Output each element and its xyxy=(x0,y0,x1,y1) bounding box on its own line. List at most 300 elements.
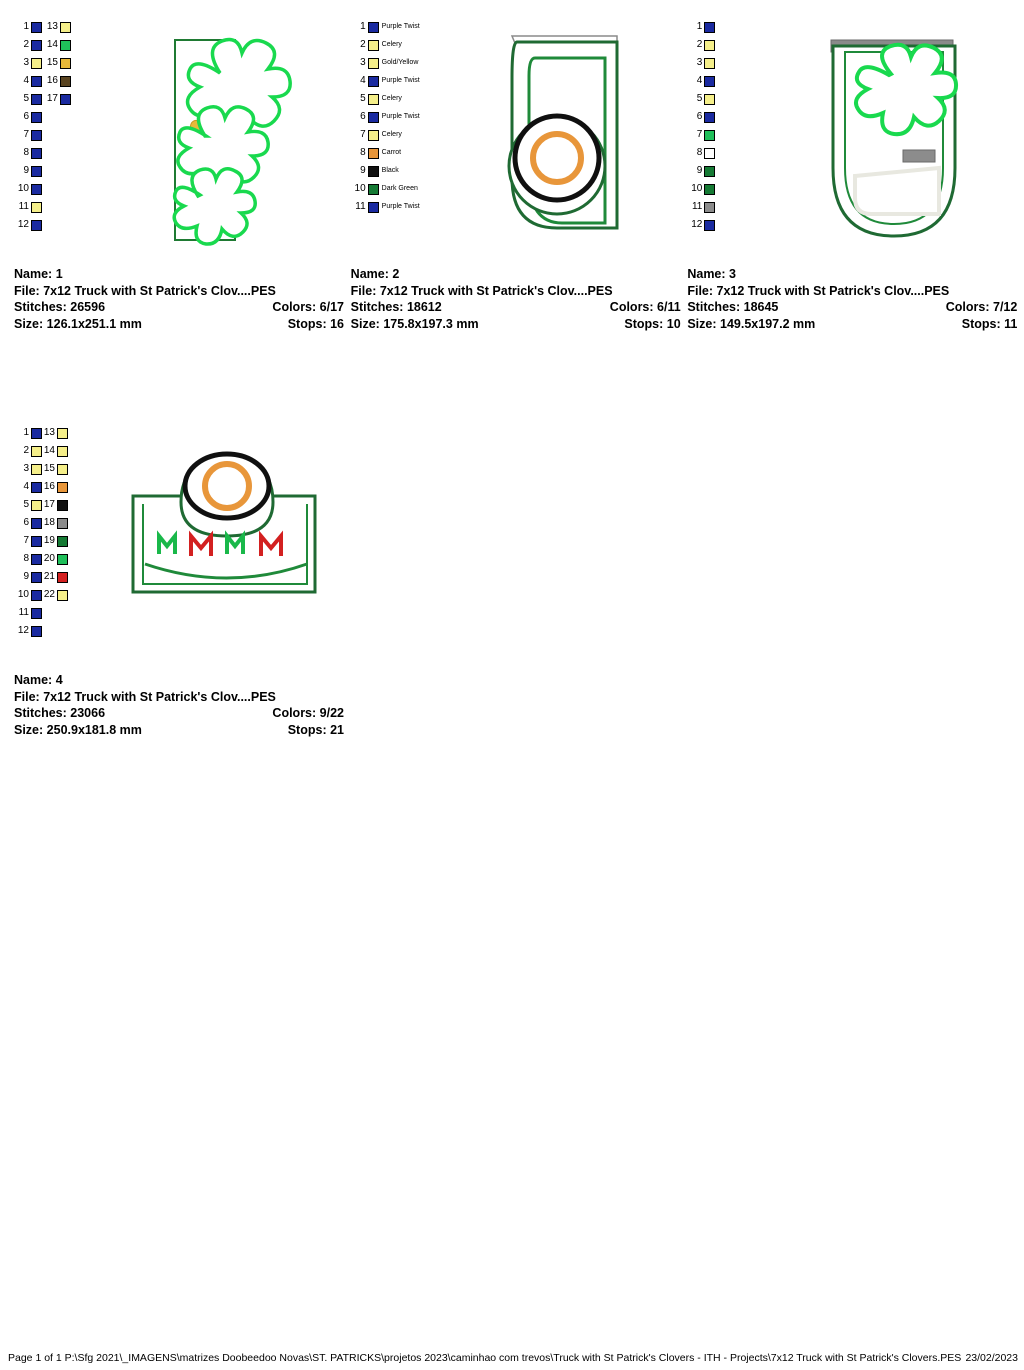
color-chip-number: 3 xyxy=(360,57,366,68)
color-chip-number: 21 xyxy=(43,571,55,582)
color-chip-swatch xyxy=(57,482,68,493)
color-chip-number: 3 xyxy=(23,57,29,68)
design-info-4 xyxy=(10,672,344,738)
design-info-2 xyxy=(347,266,681,332)
file-label: File: xyxy=(687,283,714,298)
color-chip-row xyxy=(45,54,71,72)
color-chip-number: 9 xyxy=(360,165,366,176)
color-chip-row xyxy=(16,126,45,144)
color-chip-row xyxy=(353,90,420,108)
color-chip-swatch xyxy=(368,40,379,51)
color-chip-number: 9 xyxy=(696,165,703,176)
design-name-line xyxy=(14,266,344,283)
embroidery-artwork-4 xyxy=(115,424,345,624)
color-chip-number: 10 xyxy=(17,183,29,194)
color-chip-swatch xyxy=(60,76,71,87)
color-chip-row xyxy=(42,568,68,586)
stops-label: Stops: xyxy=(287,722,327,737)
color-chip-number: 13 xyxy=(43,427,55,438)
color-chip-row xyxy=(16,144,45,162)
color-chip-number: 13 xyxy=(46,21,58,32)
design-file-value: 7x12 Truck with St Patrick's Clov....PES xyxy=(43,283,276,298)
color-chip-number: 17 xyxy=(46,93,58,104)
color-chip-number: 4 xyxy=(360,75,366,86)
stitches-group xyxy=(687,299,778,316)
footer-page-number: Page 1 of 1 xyxy=(8,1352,62,1364)
stops-label: Stops: xyxy=(624,316,664,331)
color-chip-row xyxy=(42,514,68,532)
design-preview-4 xyxy=(10,424,347,672)
color-chip-row xyxy=(16,162,45,180)
color-chip-swatch xyxy=(60,94,71,105)
design-size-stops-line xyxy=(14,316,344,333)
stops-value: 10 xyxy=(666,316,681,331)
color-chip-swatch xyxy=(57,572,68,583)
colors-group xyxy=(272,705,344,722)
stitches-value: 26596 xyxy=(70,300,106,314)
color-chip-number: 11 xyxy=(18,607,29,618)
color-chip-swatch xyxy=(31,220,42,231)
color-chip-swatch xyxy=(31,58,42,69)
color-chip-number: 6 xyxy=(696,111,703,122)
color-chip-list-2 xyxy=(353,18,420,216)
color-chip-label: Purple Twist xyxy=(381,77,420,84)
color-chip-swatch xyxy=(704,166,715,177)
color-chip-row xyxy=(689,108,715,126)
stops-group xyxy=(624,316,680,333)
color-chip-swatch xyxy=(60,40,71,51)
color-chip-label: Purple Twist xyxy=(381,113,420,120)
design-size-stops-line xyxy=(14,722,344,739)
color-chip-row xyxy=(689,126,715,144)
color-chip-row xyxy=(353,108,420,126)
color-chip-number: 1 xyxy=(23,427,29,438)
color-chip-number: 3 xyxy=(23,463,29,474)
color-chip-number: 15 xyxy=(43,463,55,474)
color-chip-row xyxy=(689,198,715,216)
color-chip-swatch xyxy=(31,94,42,105)
color-chip-swatch xyxy=(704,40,715,51)
stops-value: 11 xyxy=(1004,316,1018,331)
design-file-line xyxy=(351,283,681,300)
color-chip-column-left xyxy=(689,18,715,234)
color-chip-swatch xyxy=(31,40,42,51)
color-chip-number: 17 xyxy=(43,499,55,510)
color-chip-swatch xyxy=(57,518,68,529)
design-card-2 xyxy=(347,18,684,332)
color-chip-swatch xyxy=(31,446,42,457)
color-chip-number: 6 xyxy=(360,111,366,122)
color-chip-row xyxy=(45,72,71,90)
color-chip-swatch xyxy=(368,148,379,159)
file-label: File: xyxy=(14,689,40,704)
color-chip-number: 5 xyxy=(360,93,366,104)
color-chip-swatch xyxy=(31,572,42,583)
color-chip-row xyxy=(42,532,68,550)
color-chip-label: Purple Twist xyxy=(381,23,420,30)
color-chip-column-left xyxy=(353,18,420,216)
color-chip-swatch xyxy=(31,482,42,493)
color-chip-swatch xyxy=(31,112,42,123)
color-chip-list-1 xyxy=(16,18,71,234)
color-chip-row xyxy=(353,72,420,90)
color-chip-number: 22 xyxy=(43,589,55,600)
color-chip-swatch xyxy=(31,500,42,511)
design-info-3 xyxy=(683,266,1017,332)
size-group xyxy=(687,316,815,333)
color-chip-number: 9 xyxy=(23,165,29,176)
file-label: File: xyxy=(14,283,40,298)
design-name-value: 2 xyxy=(392,267,400,281)
colors-group xyxy=(946,299,1018,316)
color-chip-row xyxy=(16,460,42,478)
design-file-line xyxy=(14,689,344,706)
color-chip-swatch xyxy=(368,130,379,141)
color-chip-number: 11 xyxy=(18,201,29,212)
color-chip-swatch xyxy=(31,464,42,475)
color-chip-row xyxy=(16,36,45,54)
colors-group xyxy=(272,299,344,316)
color-chip-row xyxy=(689,216,715,234)
color-chip-swatch xyxy=(57,536,68,547)
stops-group xyxy=(288,722,344,739)
color-chip-number: 7 xyxy=(360,129,366,140)
color-chip-column-left xyxy=(16,424,42,640)
color-chip-swatch xyxy=(704,22,715,33)
color-chip-label: Celery xyxy=(381,131,402,138)
color-chip-number: 7 xyxy=(23,129,29,140)
design-stitches-colors-line xyxy=(14,299,344,316)
color-chip-column-right xyxy=(45,18,71,234)
color-chip-row xyxy=(353,180,420,198)
color-chip-swatch xyxy=(60,22,71,33)
color-chip-swatch xyxy=(31,148,42,159)
color-chip-number: 19 xyxy=(43,535,55,546)
color-chip-row xyxy=(42,460,68,478)
color-chip-label: Dark Green xyxy=(381,185,418,192)
color-chip-swatch xyxy=(368,94,379,105)
color-chip-number: 2 xyxy=(360,39,366,50)
size-group xyxy=(351,316,479,333)
stitches-label: Stitches: xyxy=(14,300,67,314)
color-chip-number: 4 xyxy=(23,481,29,492)
color-chip-row xyxy=(16,54,45,72)
color-chip-number: 5 xyxy=(23,93,29,104)
design-stitches-colors-line xyxy=(14,705,344,722)
color-chip-number: 16 xyxy=(43,481,55,492)
color-chip-swatch xyxy=(704,184,715,195)
color-chip-row xyxy=(353,198,420,216)
name-label: Name: xyxy=(14,267,53,281)
color-chip-label: Celery xyxy=(381,95,402,102)
color-chip-row xyxy=(16,550,42,568)
color-chip-row xyxy=(353,18,420,36)
stitches-group xyxy=(351,299,442,316)
design-stitches-colors-line xyxy=(687,299,1017,316)
file-label: File: xyxy=(350,283,377,298)
design-preview-1 xyxy=(10,18,347,266)
color-chip-row xyxy=(42,478,68,496)
color-chip-row xyxy=(16,586,42,604)
color-chip-swatch xyxy=(704,202,715,213)
color-chip-row xyxy=(16,568,42,586)
colors-label: Colors: xyxy=(272,300,317,314)
color-chip-row xyxy=(16,72,45,90)
design-file-value: 7x12 Truck with St Patrick's Clov....PES xyxy=(43,689,276,704)
embroidery-artwork-1 xyxy=(150,18,340,258)
color-chip-row xyxy=(16,90,45,108)
stops-group xyxy=(962,316,1018,333)
color-chip-row xyxy=(16,18,45,36)
color-chip-number: 6 xyxy=(23,111,29,122)
colors-value: 6/11 xyxy=(657,300,681,314)
color-chip-number: 7 xyxy=(696,129,703,140)
color-chip-swatch xyxy=(57,554,68,565)
stitches-value: 18612 xyxy=(406,300,442,314)
color-chip-swatch xyxy=(31,202,42,213)
design-name-value: 4 xyxy=(55,673,63,687)
color-chip-row xyxy=(16,198,45,216)
color-chip-number: 10 xyxy=(17,589,29,600)
design-name-value: 3 xyxy=(729,267,736,281)
color-chip-number: 16 xyxy=(46,75,58,86)
color-chip-swatch xyxy=(368,76,379,87)
design-card-1 xyxy=(10,18,347,332)
design-card-4 xyxy=(10,424,347,738)
color-chip-number: 8 xyxy=(696,147,703,158)
design-file-line xyxy=(687,283,1017,300)
color-chip-number: 2 xyxy=(23,39,29,50)
color-chip-swatch xyxy=(704,94,715,105)
color-chip-row xyxy=(42,496,68,514)
color-chip-number: 4 xyxy=(696,75,703,86)
color-chip-row xyxy=(16,622,42,640)
color-chip-row xyxy=(16,514,42,532)
design-card-3 xyxy=(683,18,1020,332)
colors-label: Colors: xyxy=(272,706,317,720)
color-chip-swatch xyxy=(31,166,42,177)
color-chip-number: 11 xyxy=(691,201,703,212)
color-chip-swatch xyxy=(57,428,68,439)
color-chip-swatch xyxy=(31,22,42,33)
design-preview-3 xyxy=(683,18,1020,266)
design-size-stops-line xyxy=(687,316,1017,333)
color-chip-row xyxy=(689,90,715,108)
size-value: 149.5x197.2 mm xyxy=(720,316,816,331)
color-chip-row xyxy=(16,532,42,550)
color-chip-number: 1 xyxy=(696,21,703,32)
color-chip-swatch xyxy=(60,58,71,69)
footer-file-path: P:\Sfg 2021\_IMAGENS\matrizes Doobeedoo Novas\ST. PATRICKS\projetos 2023\caminhao com trevos\Truck with St Patrick's Clovers - ITH - Projects\7x12 Truck with St Patrick's Clovers.PES xyxy=(64,1352,962,1364)
color-chip-number: 5 xyxy=(23,499,29,510)
colors-label: Colors: xyxy=(945,300,990,314)
design-card-empty xyxy=(347,424,684,738)
color-chip-number: 8 xyxy=(23,553,29,564)
name-label: Name: xyxy=(687,267,726,281)
color-chip-swatch xyxy=(368,166,379,177)
footer-path xyxy=(8,1352,961,1364)
color-chip-number: 1 xyxy=(23,21,29,32)
stops-label: Stops: xyxy=(961,316,1001,331)
color-chip-number: 15 xyxy=(46,57,58,68)
size-value: 250.9x181.8 mm xyxy=(46,722,142,737)
color-chip-swatch xyxy=(704,76,715,87)
color-chip-row xyxy=(689,54,715,72)
color-chip-label: Carrot xyxy=(381,149,402,156)
design-name-value: 1 xyxy=(55,267,63,281)
color-chip-swatch xyxy=(31,130,42,141)
stitches-value: 18645 xyxy=(743,300,779,314)
size-value: 126.1x251.1 mm xyxy=(46,316,142,331)
design-name-line xyxy=(687,266,1017,283)
design-name-line xyxy=(351,266,681,283)
color-chip-column-left xyxy=(16,18,45,234)
design-file-value: 7x12 Truck with St Patrick's Clov....PES xyxy=(716,283,950,298)
color-chip-swatch xyxy=(31,76,42,87)
color-chip-number: 4 xyxy=(23,75,29,86)
size-value: 175.8x197.3 mm xyxy=(383,316,479,331)
color-chip-row xyxy=(16,496,42,514)
color-chip-swatch xyxy=(57,446,68,457)
color-chip-number: 3 xyxy=(696,57,703,68)
color-chip-row xyxy=(45,90,71,108)
size-group xyxy=(14,316,142,333)
color-chip-row xyxy=(16,604,42,622)
color-chip-list-3 xyxy=(689,18,715,234)
design-preview-2 xyxy=(347,18,684,266)
color-chip-row xyxy=(689,36,715,54)
color-chip-row xyxy=(42,442,68,460)
color-chip-number: 10 xyxy=(691,183,703,194)
color-chip-row xyxy=(16,424,42,442)
colors-group xyxy=(610,299,681,316)
color-chip-row xyxy=(689,180,715,198)
color-chip-row xyxy=(16,478,42,496)
color-chip-label: Black xyxy=(381,167,399,174)
color-chip-swatch xyxy=(368,58,379,69)
color-chip-swatch xyxy=(704,112,715,123)
color-chip-number: 11 xyxy=(355,201,366,212)
footer-date: 23/02/2023 xyxy=(965,1352,1018,1364)
stitches-label: Stitches: xyxy=(350,300,404,314)
color-chip-number: 8 xyxy=(360,147,366,158)
color-chip-number: 12 xyxy=(17,219,29,230)
color-chip-swatch xyxy=(31,428,42,439)
color-chip-row xyxy=(689,72,715,90)
color-chip-row xyxy=(16,442,42,460)
color-chip-number: 18 xyxy=(43,517,55,528)
color-chip-swatch xyxy=(704,130,715,141)
color-chip-number: 20 xyxy=(43,553,55,564)
design-info-1 xyxy=(10,266,344,332)
design-size-stops-line xyxy=(351,316,681,333)
design-row xyxy=(10,424,1020,738)
color-chip-swatch xyxy=(31,554,42,565)
stitches-label: Stitches: xyxy=(687,300,741,314)
size-label: Size: xyxy=(14,722,44,737)
color-chip-swatch xyxy=(31,518,42,529)
color-chip-number: 10 xyxy=(354,183,366,194)
color-chip-number: 12 xyxy=(17,625,29,636)
color-chip-swatch xyxy=(31,536,42,547)
colors-value: 9/22 xyxy=(319,706,344,720)
design-file-line xyxy=(14,283,344,300)
color-chip-row xyxy=(42,586,68,604)
design-grid xyxy=(10,18,1020,738)
color-chip-row xyxy=(689,162,715,180)
color-chip-row xyxy=(353,126,420,144)
embroidery-artwork-3 xyxy=(793,18,1013,258)
stops-label: Stops: xyxy=(287,316,327,331)
color-chip-list-4 xyxy=(16,424,68,640)
stitches-group xyxy=(14,299,105,316)
color-chip-swatch xyxy=(704,58,715,69)
color-chip-swatch xyxy=(368,112,379,123)
color-chip-number: 9 xyxy=(23,571,29,582)
color-chip-number: 14 xyxy=(43,445,55,456)
color-chip-swatch xyxy=(57,500,68,511)
color-chip-swatch xyxy=(368,202,379,213)
color-chip-row xyxy=(16,108,45,126)
size-label: Size: xyxy=(687,316,717,331)
color-chip-swatch xyxy=(368,22,379,33)
size-label: Size: xyxy=(350,316,380,331)
color-chip-swatch xyxy=(31,184,42,195)
stitches-label: Stitches: xyxy=(14,706,67,720)
colors-value: 7/12 xyxy=(993,300,1018,314)
color-chip-row xyxy=(353,162,420,180)
color-chip-row xyxy=(42,424,68,442)
design-stitches-colors-line xyxy=(351,299,681,316)
color-chip-number: 7 xyxy=(23,535,29,546)
color-chip-row xyxy=(45,36,71,54)
color-chip-number: 14 xyxy=(46,39,58,50)
color-chip-row xyxy=(689,18,715,36)
color-chip-swatch xyxy=(704,220,715,231)
color-chip-swatch xyxy=(368,184,379,195)
name-label: Name: xyxy=(14,673,53,687)
color-chip-swatch xyxy=(57,590,68,601)
color-chip-swatch xyxy=(704,148,715,159)
color-chip-row xyxy=(45,18,71,36)
color-chip-row xyxy=(353,54,420,72)
stops-group xyxy=(288,316,344,333)
color-chip-swatch xyxy=(57,464,68,475)
design-name-line xyxy=(14,672,344,689)
color-chip-row xyxy=(16,216,45,234)
color-chip-row xyxy=(16,180,45,198)
color-chip-column-right xyxy=(42,424,68,640)
color-chip-row xyxy=(353,144,420,162)
stitches-group xyxy=(14,705,105,722)
color-chip-label: Gold/Yellow xyxy=(381,59,419,66)
color-chip-swatch xyxy=(31,626,42,637)
design-file-value: 7x12 Truck with St Patrick's Clov....PES xyxy=(379,283,613,298)
color-chip-label: Celery xyxy=(381,41,402,48)
colors-value: 6/17 xyxy=(319,300,344,314)
color-chip-number: 1 xyxy=(360,21,366,32)
colors-label: Colors: xyxy=(609,300,654,314)
stitches-value: 23066 xyxy=(70,706,106,720)
size-label: Size: xyxy=(14,316,44,331)
color-chip-row xyxy=(689,144,715,162)
color-chip-number: 8 xyxy=(23,147,29,158)
color-chip-number: 6 xyxy=(23,517,29,528)
design-card-empty xyxy=(683,424,1020,738)
color-chip-label: Purple Twist xyxy=(381,203,420,210)
color-chip-number: 12 xyxy=(691,219,703,230)
color-chip-number: 5 xyxy=(696,93,703,104)
